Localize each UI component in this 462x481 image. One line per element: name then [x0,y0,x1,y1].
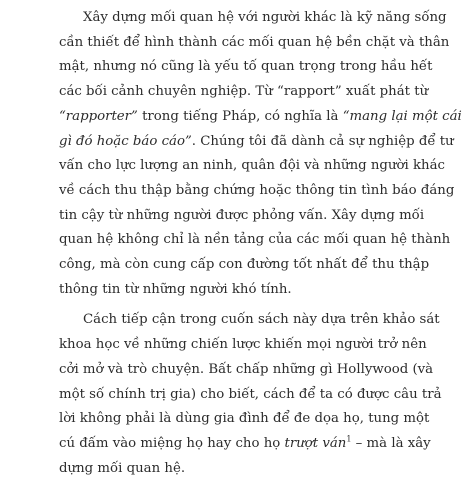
paragraph [59,6,462,302]
text-line [59,228,451,253]
text-segment: – mà là xây [351,435,431,451]
text-line [59,6,447,31]
text-line [59,31,450,56]
text-segment: vấn cho lực lượng an ninh, quân đội và những người khác [59,158,445,174]
text-segment: quan hệ không chỉ là nền tảng của các mối quan hệ thành [59,232,451,248]
text-line [59,333,427,358]
text-segment: dựng mối quan hệ. [59,460,186,476]
italic-text: “rapporter” [59,108,138,124]
text-segment: trong tiếng Pháp, có nghĩa là [137,108,343,124]
text-segment: cởi mở và trò chuyện. Bất chấp những gì Hollywood (và [59,361,434,377]
text-segment: . Chúng tôi đã dành cả sự nghiệp để tư [191,133,454,149]
body-text [59,6,462,481]
text-segment: khoa học về những chiến lược khiến mọi người trở nên [59,337,427,353]
text-line [59,130,454,155]
text-segment: Cách tiếp cận trong cuốn sách này dựa trên khảo sát [83,312,440,328]
text-line [59,308,440,333]
text-line [59,407,430,432]
text-line [59,179,455,204]
text-segment: về cách thu thập bằng chứng hoặc thông tin tình báo đáng [59,182,455,198]
text-segment: cú đấm vào miệng họ hay cho họ [59,435,285,451]
text-segment: một số chính trị gia) cho biết, cách để ta có được câu trả [59,386,442,402]
text-line [59,278,355,303]
text-line [59,432,431,457]
italic-text: gì đó hoặc báo cáo” [59,133,192,149]
text-line [59,105,462,130]
text-line [59,457,355,481]
text-segment: cần thiết để hình thành các mối quan hệ bền chặt và thân [59,34,450,50]
text-line [59,154,445,179]
text-segment: thông tin từ những người khó tính. [59,281,292,297]
text-segment: Xây dựng mối quan hệ với người khác là kỹ năng sống [83,10,447,25]
text-line [59,253,430,278]
text-line [59,358,434,383]
text-line [59,383,442,408]
italic-text: trượt ván [284,435,347,451]
text-line [59,204,425,229]
footnote-marker: 1 [346,434,352,444]
text-line [59,80,429,105]
text-line [59,55,433,80]
italic-text: “mang lại một cái [342,108,462,124]
text-segment: tin cậy từ những người được phỏng vấn. Xây dựng mối [59,207,425,223]
text-segment: mật, nhưng nó cũng là yếu tố quan trọng trong hầu hết [59,59,433,75]
text-segment: lời không phải là dùng gia đình để đe dọa họ, tung một [59,411,430,427]
text-segment: các bối cảnh chuyên nghiệp. Từ “rapport” xuất phát từ [59,84,429,100]
paragraph [59,308,442,481]
text-segment: công, mà còn cung cấp con đường tốt nhất để thu thập [59,257,430,273]
